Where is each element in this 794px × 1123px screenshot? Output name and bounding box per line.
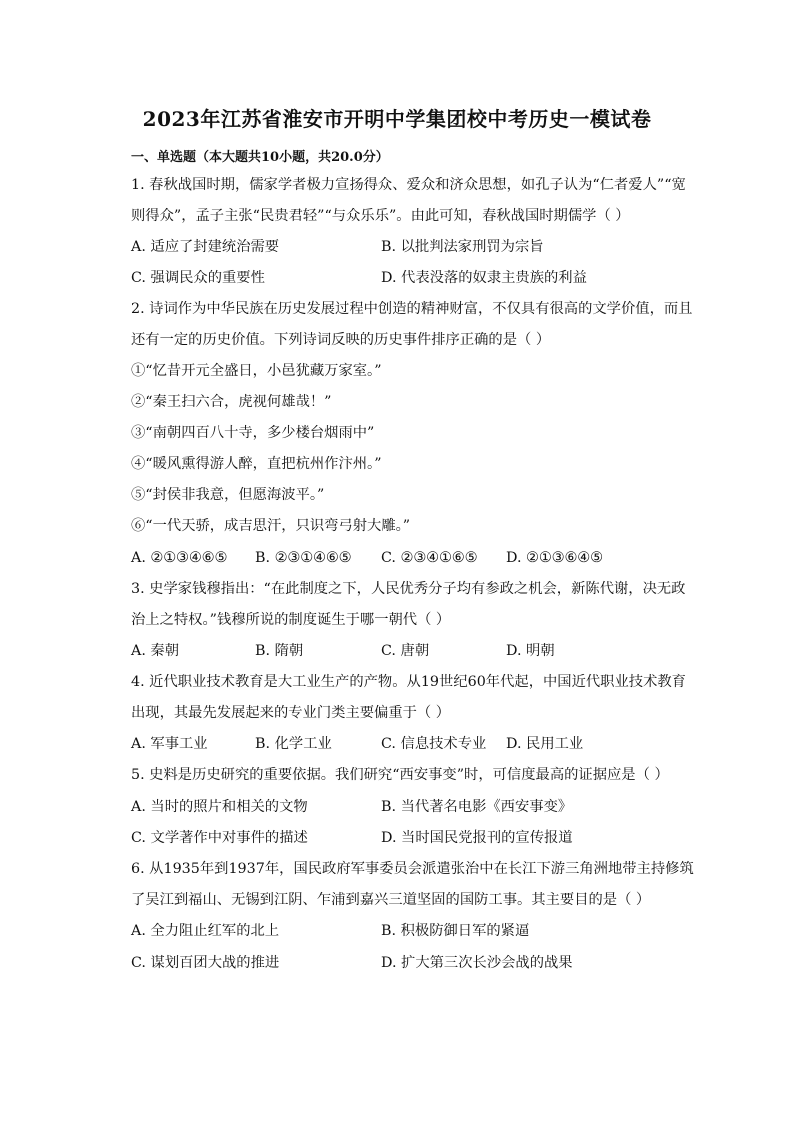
q1-stem-line1: 1. 春秋战国时期，儒家学者极力宣扬得众、爱众和济众思想，如孔子认为“仁者爱人”“宽 (131, 177, 686, 193)
q2-option-c: C. ②③④①⑥⑤ (381, 550, 478, 566)
q4-stem-line2: 出现，其最先发展起来的专业门类主要偏重于（ ） (131, 705, 451, 721)
q2-stem-line2: 还有一定的历史价值。下列诗词反映的历史事件排序正确的是（ ） (131, 332, 551, 348)
q5-option-b: B. 当代著名电影《西安事变》 (381, 799, 573, 815)
q5-option-c: C. 文学著作中对事件的描述 (131, 830, 308, 846)
q6-option-a: A. 全力阻止红军的北上 (131, 923, 280, 939)
q4-option-d: D. 民用工业 (506, 736, 584, 752)
q3-option-d: D. 明朝 (506, 643, 555, 659)
q5-option-d: D. 当时国民党报刊的宣传报道 (381, 830, 573, 846)
q4-option-a: A. 军事工业 (131, 736, 208, 752)
q3-stem-line2: 治上之特权。”钱穆所说的制度诞生于哪一朝代（ ） (131, 612, 451, 628)
exam-title: 2023年江苏省淮安市开明中学集团校中考历史一模试卷 (142, 107, 652, 131)
q2-option-d: D. ②①③⑥④⑤ (506, 550, 603, 566)
q1-option-b: B. 以批判法家刑罚为宗旨 (381, 239, 544, 255)
q2-stem-line1: 2. 诗词作为中华民族在历史发展过程中创造的精神财富，不仅具有很高的文学价值，而且 (131, 301, 693, 317)
q2-poem-4: ④“暖风熏得游人醉，直把杭州作汴州。” (131, 456, 382, 472)
q1-option-d: D. 代表没落的奴隶主贵族的利益 (381, 270, 587, 286)
q1-option-c: C. 强调民众的重要性 (131, 270, 265, 286)
q3-option-a: A. 秦朝 (131, 643, 180, 659)
q3-option-c: C. 唐朝 (381, 643, 430, 659)
q2-poem-2: ②“秦王扫六合，虎视何雄哉！” (131, 394, 332, 410)
q4-option-b: B. 化学工业 (255, 736, 332, 752)
q4-option-c: C. 信息技术专业 (381, 736, 487, 752)
q4-stem-line1: 4. 近代职业技术教育是大工业生产的产物。从19世纪60年代起，中国近代职业技术教育 (131, 674, 686, 690)
q3-stem-line1: 3. 史学家钱穆指出：“在此制度之下，人民优秀分子均有参政之机会，新陈代谢，决无政 (131, 581, 686, 597)
section-heading: 一、单选题（本大题共10小题，共20.0分） (131, 150, 389, 165)
q2-option-a: A. ②①③④⑥⑤ (131, 550, 228, 566)
q5-stem-line1: 5. 史料是历史研究的重要依据。我们研究“西安事变”时，可信度最高的证据应是（ ） (131, 767, 669, 783)
q6-option-b: B. 积极防御日军的紧逼 (381, 923, 530, 939)
q2-poem-1: ①“忆昔开元全盛日，小邑犹藏万家室。” (131, 363, 382, 379)
q2-poem-5: ⑤“封侯非我意，但愿海波平。” (131, 487, 325, 503)
q6-option-c: C. 谋划百团大战的推进 (131, 955, 280, 971)
q6-stem-line1: 6. 从1935年到1937年，国民政府军事委员会派遣张治中在长江下游三角洲地带主持修筑 (131, 861, 694, 877)
q2-option-b: B. ②③①④⑥⑤ (255, 550, 352, 566)
q3-option-b: B. 隋朝 (255, 643, 304, 659)
q6-stem-line2: 了吴江到福山、无锡到江阴、乍浦到嘉兴三道坚固的国防工事。其主要目的是（ ） (131, 892, 651, 908)
q2-poem-3: ③“南朝四百八十寺，多少楼台烟雨中” (131, 425, 375, 441)
q1-option-a: A. 适应了封建统治需要 (131, 239, 280, 255)
q1-stem-line2: 则得众”，孟子主张“民贵君轻”“与众乐乐”。由此可知，春秋战国时期儒学（ ） (131, 208, 630, 224)
q2-poem-6: ⑥“一代天骄，成吉思汗，只识弯弓射大雕。” (131, 518, 411, 534)
q6-option-d: D. 扩大第三次长沙会战的战果 (381, 955, 573, 971)
q5-option-a: A. 当时的照片和相关的文物 (131, 799, 308, 815)
